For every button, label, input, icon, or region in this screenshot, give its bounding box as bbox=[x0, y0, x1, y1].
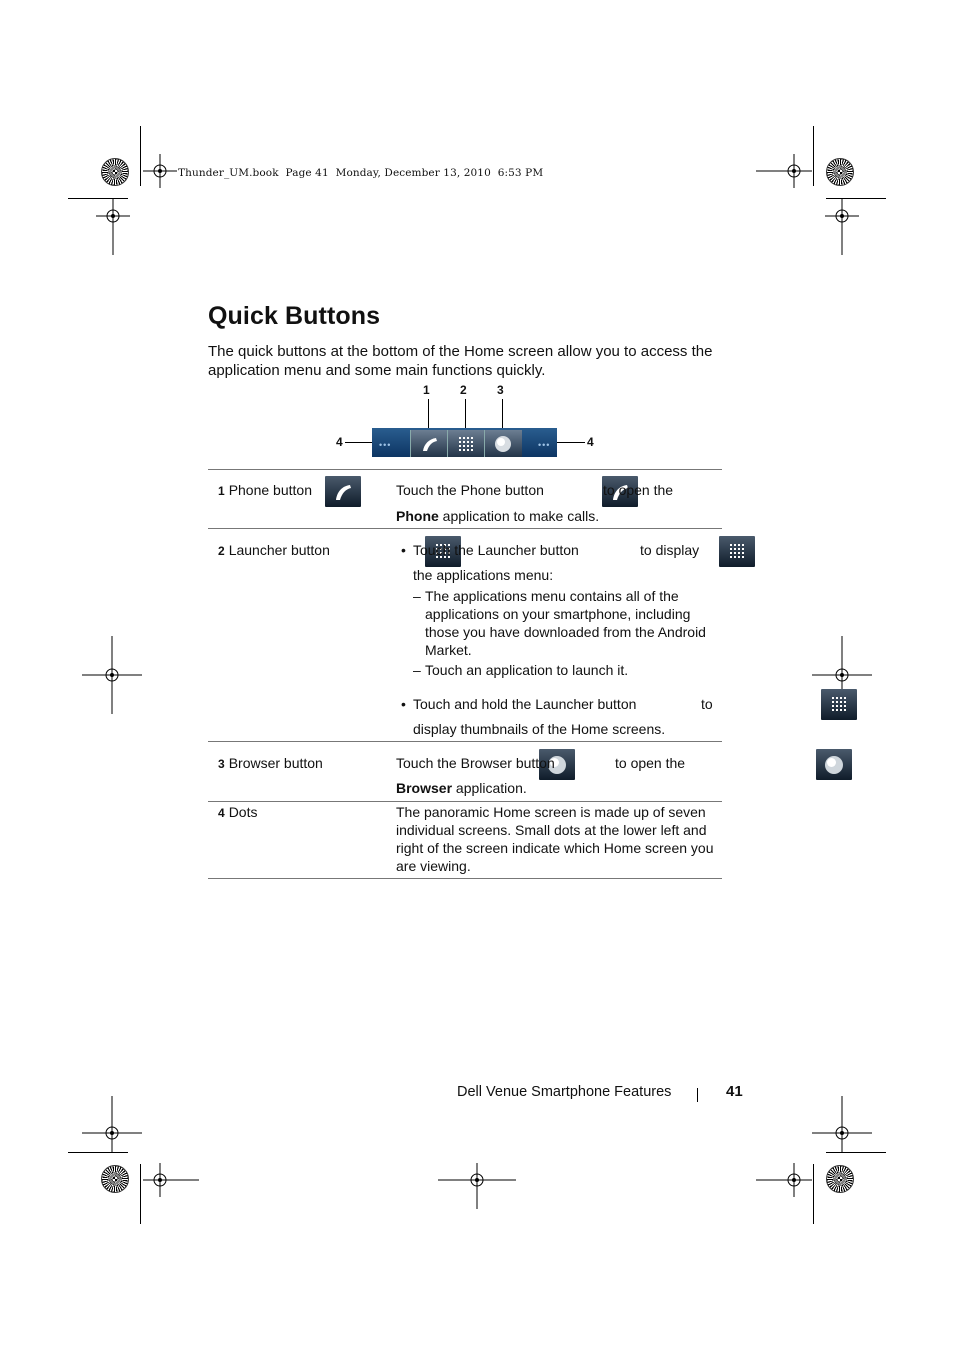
bullet-text: Touch the Launcher button bbox=[413, 542, 579, 558]
registration-rosette-icon bbox=[101, 158, 129, 186]
sub-bullet-text: The applications menu contains all of the applications on your smartphone, including those you have downloaded from the Android Market. bbox=[425, 588, 706, 658]
crop-line bbox=[140, 126, 141, 186]
callout-label: 3 bbox=[497, 383, 504, 397]
home-dots-icon: ••• bbox=[379, 440, 392, 450]
desc-text: application to make calls. bbox=[442, 508, 600, 524]
footer-divider bbox=[697, 1088, 698, 1102]
bullet-mark: • bbox=[401, 542, 406, 558]
row-name: Dots bbox=[228, 804, 258, 820]
row-name: Launcher button bbox=[228, 542, 330, 558]
phone-quick-button[interactable] bbox=[410, 430, 448, 457]
desc-text: application. bbox=[455, 780, 527, 796]
browser-quick-button[interactable] bbox=[484, 430, 522, 457]
table-row-phone-desc bbox=[396, 481, 544, 499]
table-rule bbox=[208, 741, 722, 742]
bullet-text: the applications menu: bbox=[413, 567, 554, 583]
callout-label: 2 bbox=[460, 383, 467, 397]
crop-line bbox=[813, 1164, 814, 1224]
row-number: 4 bbox=[218, 806, 225, 820]
print-header-stamp: Thunder_UM.book Page 41 Monday, December 13, 2010 6:53 PM bbox=[178, 167, 544, 179]
registration-rosette-icon bbox=[101, 1165, 129, 1193]
row-number: 3 bbox=[218, 757, 225, 771]
registration-crosshair-icon bbox=[438, 1163, 516, 1209]
bullet-mark: • bbox=[401, 696, 406, 712]
bullet-text: to display bbox=[640, 542, 700, 558]
registration-crosshair-icon bbox=[82, 1096, 142, 1152]
row-number: 1 bbox=[218, 484, 225, 498]
launcher-icon bbox=[821, 689, 857, 720]
sub-bullet-mark: – bbox=[413, 588, 421, 604]
registration-crosshair-icon bbox=[756, 154, 812, 188]
table-rule bbox=[208, 878, 722, 879]
registration-crosshair-icon bbox=[96, 199, 130, 255]
registration-crosshair-icon bbox=[82, 636, 142, 714]
table-row-dots-name bbox=[218, 803, 257, 822]
desc-text: The panoramic Home screen is made up of seven individual screens. Small dots at the lower left and right of the screen indicate which Home screen you are viewing. bbox=[396, 804, 714, 874]
desc-text: to open the bbox=[615, 755, 686, 771]
table-rule bbox=[208, 528, 722, 529]
desc-text: Touch the Phone button bbox=[396, 482, 544, 498]
table-rule bbox=[208, 469, 722, 470]
registration-rosette-icon bbox=[826, 1165, 854, 1193]
sub-bullet-text: Touch an application to launch it. bbox=[425, 662, 629, 678]
registration-crosshair-icon bbox=[143, 1163, 199, 1197]
registration-crosshair-icon bbox=[143, 154, 177, 188]
callout-label: 4 bbox=[587, 435, 594, 449]
callout-label: 1 bbox=[423, 383, 430, 397]
crop-line bbox=[68, 1152, 128, 1153]
app-name: Phone bbox=[396, 508, 439, 524]
bullet-text: to bbox=[701, 696, 713, 712]
table-rule bbox=[208, 801, 722, 802]
crop-line bbox=[140, 1164, 141, 1224]
home-dots-icon: ••• bbox=[538, 440, 551, 450]
registration-crosshair-icon bbox=[812, 1096, 872, 1152]
page-title: Quick Buttons bbox=[208, 302, 381, 330]
launcher-quick-button[interactable] bbox=[447, 430, 485, 457]
row-name: Phone button bbox=[228, 482, 312, 498]
desc-text: Touch the Browser button bbox=[396, 755, 555, 771]
registration-crosshair-icon bbox=[756, 1163, 812, 1197]
bullet-text: Touch and hold the Launcher button bbox=[413, 696, 637, 712]
callout-label: 4 bbox=[336, 435, 343, 449]
launcher-icon bbox=[448, 430, 485, 457]
registration-rosette-icon bbox=[826, 158, 854, 186]
crop-line bbox=[813, 126, 814, 186]
row-name: Browser button bbox=[228, 755, 323, 771]
table-row-launcher-name bbox=[218, 541, 330, 560]
sub-bullet-mark: – bbox=[413, 662, 421, 678]
phone-icon bbox=[411, 430, 448, 457]
intro-paragraph: The quick buttons at the bottom of the Home screen allow you to access the application menu and some main functions quickly. bbox=[208, 343, 713, 379]
table-row-browser-name bbox=[218, 754, 323, 773]
crop-line bbox=[826, 1152, 886, 1153]
app-name: Browser bbox=[396, 780, 453, 796]
table-row-phone-name bbox=[218, 481, 312, 500]
registration-crosshair-icon bbox=[825, 199, 859, 255]
page-number: 41 bbox=[726, 1083, 743, 1100]
launcher-icon bbox=[719, 536, 755, 567]
row-number: 2 bbox=[218, 544, 225, 558]
footer-section-title: Dell Venue Smartphone Features bbox=[457, 1084, 672, 1100]
phone-icon bbox=[325, 476, 361, 507]
browser-icon bbox=[485, 430, 522, 457]
table-row-phone-desc-cont bbox=[396, 507, 599, 525]
browser-icon bbox=[816, 749, 852, 780]
bullet-text: display thumbnails of the Home screens. bbox=[413, 721, 666, 737]
desc-text: to open the bbox=[603, 482, 674, 498]
table-row-browser-desc-cont bbox=[396, 779, 527, 797]
